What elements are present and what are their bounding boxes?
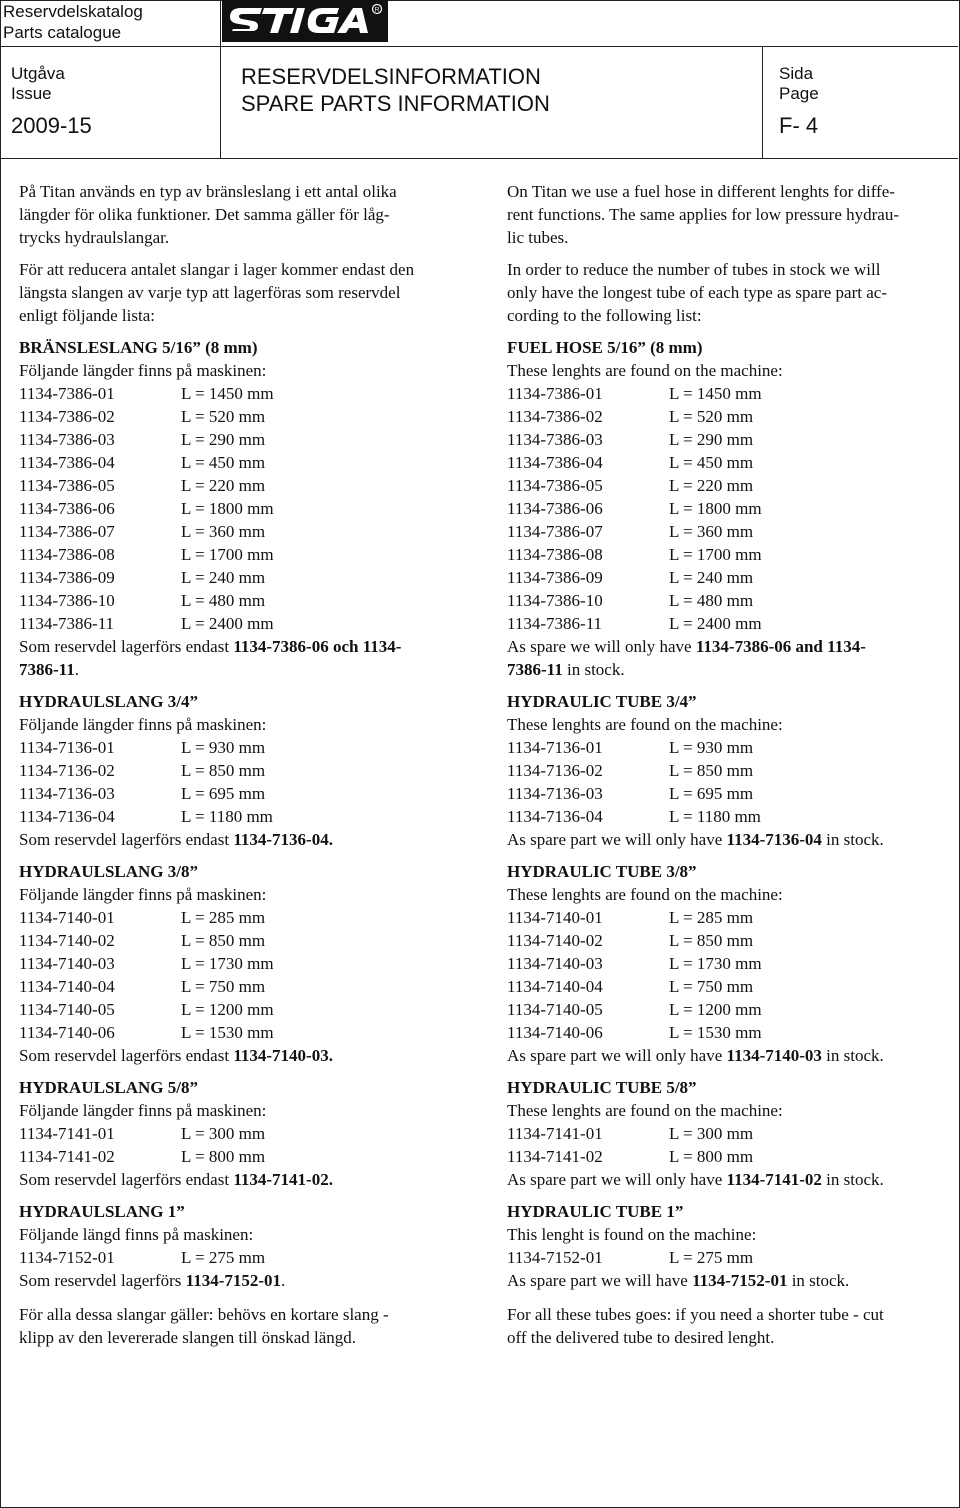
- stock-note: 7386-11 in stock.: [507, 660, 625, 679]
- part-length: L = 930 mm: [181, 738, 266, 757]
- part-length: L = 520 mm: [181, 407, 266, 426]
- part-number: 1134-7386-02: [507, 407, 603, 426]
- section-subheading: This lenght is found on the machine:: [507, 1225, 757, 1244]
- parts-list: [507, 736, 947, 828]
- part-number: 1134-7152-01: [19, 1248, 115, 1267]
- part-row: [19, 543, 469, 566]
- part-length: L = 290 mm: [181, 430, 266, 449]
- part-number: 1134-7140-01: [507, 908, 603, 927]
- part-number: 1134-7136-02: [507, 761, 603, 780]
- part-number: 1134-7386-04: [507, 453, 603, 472]
- part-number: 1134-7386-09: [19, 568, 115, 587]
- header-divider: [220, 0, 221, 158]
- header-top-band: [0, 0, 958, 47]
- header-divider: [762, 46, 763, 158]
- part-row: [507, 543, 947, 566]
- part-row: [19, 497, 469, 520]
- part-row: [507, 382, 947, 405]
- part-length: L = 695 mm: [669, 784, 754, 803]
- section-subheading: Följande längder finns på maskinen:: [19, 885, 267, 904]
- part-row: [19, 474, 469, 497]
- stock-note: Som reservdel lagerförs 1134-7152-01.: [19, 1271, 286, 1290]
- part-row: [507, 451, 947, 474]
- closing-note: För alla dessa slangar gäller: behövs en kortare slang -: [19, 1305, 389, 1324]
- intro-line: enligt följande lista:: [19, 306, 155, 325]
- section-subheading: Följande längder finns på maskinen:: [19, 1101, 267, 1120]
- part-number: 1134-7140-06: [507, 1023, 603, 1042]
- part-number: 1134-7140-03: [507, 954, 603, 973]
- parts-list: [19, 1246, 469, 1269]
- part-number: 1134-7140-05: [507, 1000, 603, 1019]
- part-row: [507, 1246, 947, 1269]
- part-number: 1134-7141-02: [19, 1147, 115, 1166]
- part-length: L = 850 mm: [181, 931, 266, 950]
- part-length: L = 240 mm: [181, 568, 266, 587]
- part-length: L = 1180 mm: [669, 807, 761, 826]
- part-row: [19, 451, 469, 474]
- part-length: L = 850 mm: [669, 931, 754, 950]
- part-length: L = 1200 mm: [181, 1000, 274, 1019]
- part-row: [507, 566, 947, 589]
- doc-title-sv: RESERVDELSINFORMATION: [241, 64, 541, 89]
- swedish-column: [19, 180, 469, 1349]
- intro-line: På Titan används en typ av bränsleslang i ett antal olika: [19, 182, 397, 201]
- part-row: [19, 759, 469, 782]
- part-length: L = 750 mm: [181, 977, 266, 996]
- part-number: 1134-7136-01: [507, 738, 603, 757]
- section-subheading: Följande längder finns på maskinen:: [19, 715, 267, 734]
- part-number: 1134-7140-02: [19, 931, 115, 950]
- part-row: [19, 998, 469, 1021]
- doc-title-en: SPARE PARTS INFORMATION: [241, 91, 550, 116]
- part-number: 1134-7386-02: [19, 407, 115, 426]
- part-length: L = 1700 mm: [181, 545, 274, 564]
- intro-line: längsta slangen av varje typ att lagerföras som reservdel: [19, 283, 401, 302]
- part-number: 1134-7386-11: [19, 614, 115, 633]
- section-subheading: These lenghts are found on the machine:: [507, 1101, 783, 1120]
- part-row: [19, 782, 469, 805]
- section-heading: BRÄNSLESLANG 5/16” (8 mm): [19, 338, 258, 357]
- issue-label-en: Issue: [11, 84, 52, 103]
- part-length: L = 2400 mm: [181, 614, 274, 633]
- closing-note: klipp av den levererade slangen till önskad längd.: [19, 1328, 357, 1347]
- part-row: [507, 428, 947, 451]
- stock-note: Som reservdel lagerförs endast 1134-7386-06 och 1134-: [19, 637, 402, 656]
- intro-line: rent functions. The same applies for low pressure hydrau-: [507, 205, 899, 224]
- part-number: 1134-7386-08: [507, 545, 603, 564]
- part-length: L = 1530 mm: [669, 1023, 762, 1042]
- stock-note: Som reservdel lagerförs endast 1134-7141-02.: [19, 1170, 333, 1189]
- part-row: [19, 1145, 469, 1168]
- part-row: [507, 1145, 947, 1168]
- part-row: [19, 906, 469, 929]
- part-number: 1134-7386-01: [507, 384, 603, 403]
- issue-label-sv: Utgåva: [11, 64, 65, 83]
- section-heading: HYDRAULSLANG 3/4”: [19, 692, 198, 711]
- part-number: 1134-7140-04: [19, 977, 115, 996]
- section-heading: HYDRAULIC TUBE 5/8”: [507, 1078, 697, 1097]
- part-row: [19, 428, 469, 451]
- part-row: [507, 952, 947, 975]
- part-row: [507, 1122, 947, 1145]
- section-heading: HYDRAULSLANG 5/8”: [19, 1078, 198, 1097]
- part-number: 1134-7136-01: [19, 738, 115, 757]
- intro-line: lic tubes.: [507, 228, 569, 247]
- part-length: L = 1180 mm: [181, 807, 273, 826]
- part-number: 1134-7136-04: [19, 807, 115, 826]
- parts-list: [19, 382, 469, 635]
- part-number: 1134-7136-03: [507, 784, 603, 803]
- part-row: [507, 782, 947, 805]
- intro-line: längder för olika funktioner. Det samma gäller för låg-: [19, 205, 390, 224]
- part-number: 1134-7152-01: [507, 1248, 603, 1267]
- part-length: L = 1200 mm: [669, 1000, 762, 1019]
- part-row: [507, 474, 947, 497]
- part-length: L = 2400 mm: [669, 614, 762, 633]
- stock-note: As spare we will only have 1134-7386-06 and 1134-: [507, 637, 866, 656]
- stock-note: As spare part we will have 1134-7152-01 in stock.: [507, 1271, 850, 1290]
- part-number: 1134-7386-06: [507, 499, 603, 518]
- part-number: 1134-7140-02: [507, 931, 603, 950]
- part-row: [507, 589, 947, 612]
- part-length: L = 480 mm: [669, 591, 754, 610]
- part-row: [19, 975, 469, 998]
- intro-line: On Titan we use a fuel hose in different lenghts for diffe-: [507, 182, 895, 201]
- part-row: [507, 929, 947, 952]
- part-length: L = 1800 mm: [669, 499, 762, 518]
- part-number: 1134-7140-06: [19, 1023, 115, 1042]
- part-row: [19, 405, 469, 428]
- part-number: 1134-7386-03: [507, 430, 603, 449]
- part-length: L = 220 mm: [669, 476, 754, 495]
- closing-note: For all these tubes goes: if you need a shorter tube - cut: [507, 1305, 884, 1324]
- intro-line: För att reducera antalet slangar i lager kommer endast den: [19, 260, 415, 279]
- part-row: [19, 566, 469, 589]
- part-row: [507, 497, 947, 520]
- part-row: [19, 1246, 469, 1269]
- section-heading: HYDRAULIC TUBE 3/4”: [507, 692, 697, 711]
- section-subheading: These lenghts are found on the machine:: [507, 361, 783, 380]
- section-heading: HYDRAULIC TUBE 3/8”: [507, 862, 697, 881]
- part-number: 1134-7386-07: [19, 522, 115, 541]
- page-label-en: Page: [779, 84, 819, 103]
- parts-list: [507, 382, 947, 635]
- part-row: [507, 520, 947, 543]
- part-length: L = 290 mm: [669, 430, 754, 449]
- section-heading: HYDRAULIC TUBE 1”: [507, 1202, 684, 1221]
- stock-note: As spare part we will only have 1134-7141-02 in stock.: [507, 1170, 884, 1189]
- part-row: [19, 805, 469, 828]
- section-subheading: These lenghts are found on the machine:: [507, 885, 783, 904]
- part-number: 1134-7386-10: [19, 591, 115, 610]
- part-number: 1134-7386-10: [507, 591, 603, 610]
- part-length: L = 450 mm: [669, 453, 754, 472]
- part-row: [19, 1122, 469, 1145]
- part-length: L = 695 mm: [181, 784, 266, 803]
- part-number: 1134-7386-01: [19, 384, 115, 403]
- parts-list: [19, 906, 469, 1044]
- part-number: 1134-7136-03: [19, 784, 115, 803]
- part-row: [507, 975, 947, 998]
- part-length: L = 930 mm: [669, 738, 754, 757]
- part-number: 1134-7386-03: [19, 430, 115, 449]
- part-number: 1134-7386-07: [507, 522, 603, 541]
- catalog-title-sv: Reservdelskatalog: [3, 2, 143, 21]
- part-row: [19, 929, 469, 952]
- part-length: L = 285 mm: [669, 908, 754, 927]
- part-row: [507, 1021, 947, 1044]
- section-heading: HYDRAULSLANG 3/8”: [19, 862, 198, 881]
- part-number: 1134-7140-04: [507, 977, 603, 996]
- part-row: [19, 736, 469, 759]
- part-row: [507, 998, 947, 1021]
- stiga-logo: [222, 0, 388, 42]
- stock-note: Som reservdel lagerförs endast 1134-7140-03.: [19, 1046, 333, 1065]
- part-length: L = 1450 mm: [181, 384, 274, 403]
- part-length: L = 285 mm: [181, 908, 266, 927]
- part-row: [19, 382, 469, 405]
- part-number: 1134-7136-02: [19, 761, 115, 780]
- part-length: L = 360 mm: [669, 522, 754, 541]
- section-subheading: These lenghts are found on the machine:: [507, 715, 783, 734]
- stock-note: Som reservdel lagerförs endast 1134-7136-04.: [19, 830, 333, 849]
- part-length: L = 520 mm: [669, 407, 754, 426]
- intro-line: cording to the following list:: [507, 306, 702, 325]
- english-column: [507, 180, 947, 1349]
- part-length: L = 850 mm: [669, 761, 754, 780]
- part-length: L = 300 mm: [669, 1124, 754, 1143]
- part-number: 1134-7386-04: [19, 453, 115, 472]
- intro-line: In order to reduce the number of tubes in stock we will: [507, 260, 881, 279]
- parts-list: [507, 1246, 947, 1269]
- part-length: L = 220 mm: [181, 476, 266, 495]
- part-length: L = 850 mm: [181, 761, 266, 780]
- stock-note: 7386-11.: [19, 660, 79, 679]
- part-number: 1134-7140-05: [19, 1000, 115, 1019]
- part-number: 1134-7141-01: [19, 1124, 115, 1143]
- parts-list: [19, 1122, 469, 1168]
- page-label-sv: Sida: [779, 64, 814, 83]
- part-length: L = 450 mm: [181, 453, 266, 472]
- part-row: [507, 906, 947, 929]
- part-length: L = 240 mm: [669, 568, 754, 587]
- parts-list: [19, 736, 469, 828]
- part-row: [19, 589, 469, 612]
- part-length: L = 1700 mm: [669, 545, 762, 564]
- part-length: L = 480 mm: [181, 591, 266, 610]
- issue-value: 2009-15: [11, 113, 92, 138]
- part-length: L = 750 mm: [669, 977, 754, 996]
- part-length: L = 1450 mm: [669, 384, 762, 403]
- part-length: L = 1800 mm: [181, 499, 274, 518]
- parts-list: [507, 906, 947, 1044]
- svg-text:R: R: [374, 6, 380, 14]
- part-number: 1134-7386-11: [507, 614, 603, 633]
- part-length: L = 1730 mm: [669, 954, 762, 973]
- part-number: 1134-7386-05: [507, 476, 603, 495]
- part-row: [507, 736, 947, 759]
- part-number: 1134-7141-02: [507, 1147, 603, 1166]
- section-heading: HYDRAULSLANG 1”: [19, 1202, 185, 1221]
- section-heading: FUEL HOSE 5/16” (8 mm): [507, 338, 703, 357]
- part-length: L = 1530 mm: [181, 1023, 274, 1042]
- part-row: [19, 612, 469, 635]
- catalog-title-en: Parts catalogue: [3, 23, 122, 42]
- part-number: 1134-7386-09: [507, 568, 603, 587]
- part-length: L = 1730 mm: [181, 954, 274, 973]
- part-number: 1134-7140-01: [19, 908, 115, 927]
- page-number: F- 4: [779, 113, 819, 138]
- part-row: [507, 612, 947, 635]
- part-length: L = 800 mm: [669, 1147, 754, 1166]
- part-row: [507, 805, 947, 828]
- part-length: L = 275 mm: [669, 1248, 754, 1267]
- part-row: [19, 952, 469, 975]
- part-length: L = 360 mm: [181, 522, 266, 541]
- part-length: L = 800 mm: [181, 1147, 266, 1166]
- part-number: 1134-7386-06: [19, 499, 115, 518]
- part-number: 1134-7140-03: [19, 954, 115, 973]
- part-length: L = 300 mm: [181, 1124, 266, 1143]
- section-subheading: Följande längd finns på maskinen:: [19, 1225, 254, 1244]
- part-row: [19, 520, 469, 543]
- parts-list: [507, 1122, 947, 1168]
- part-row: [19, 1021, 469, 1044]
- intro-line: only have the longest tube of each type as spare part ac-: [507, 283, 887, 302]
- part-number: 1134-7386-05: [19, 476, 115, 495]
- part-length: L = 275 mm: [181, 1248, 266, 1267]
- page-header: [0, 0, 958, 159]
- stock-note: As spare part we will only have 1134-7140-03 in stock.: [507, 1046, 884, 1065]
- part-number: 1134-7141-01: [507, 1124, 603, 1143]
- closing-note: off the delivered tube to desired lenght.: [507, 1328, 775, 1347]
- part-row: [507, 759, 947, 782]
- part-number: 1134-7386-08: [19, 545, 115, 564]
- section-subheading: Följande längder finns på maskinen:: [19, 361, 267, 380]
- intro-line: trycks hydraulslangar.: [19, 228, 170, 247]
- part-row: [507, 405, 947, 428]
- part-number: 1134-7136-04: [507, 807, 603, 826]
- stock-note: As spare part we will only have 1134-7136-04 in stock.: [507, 830, 884, 849]
